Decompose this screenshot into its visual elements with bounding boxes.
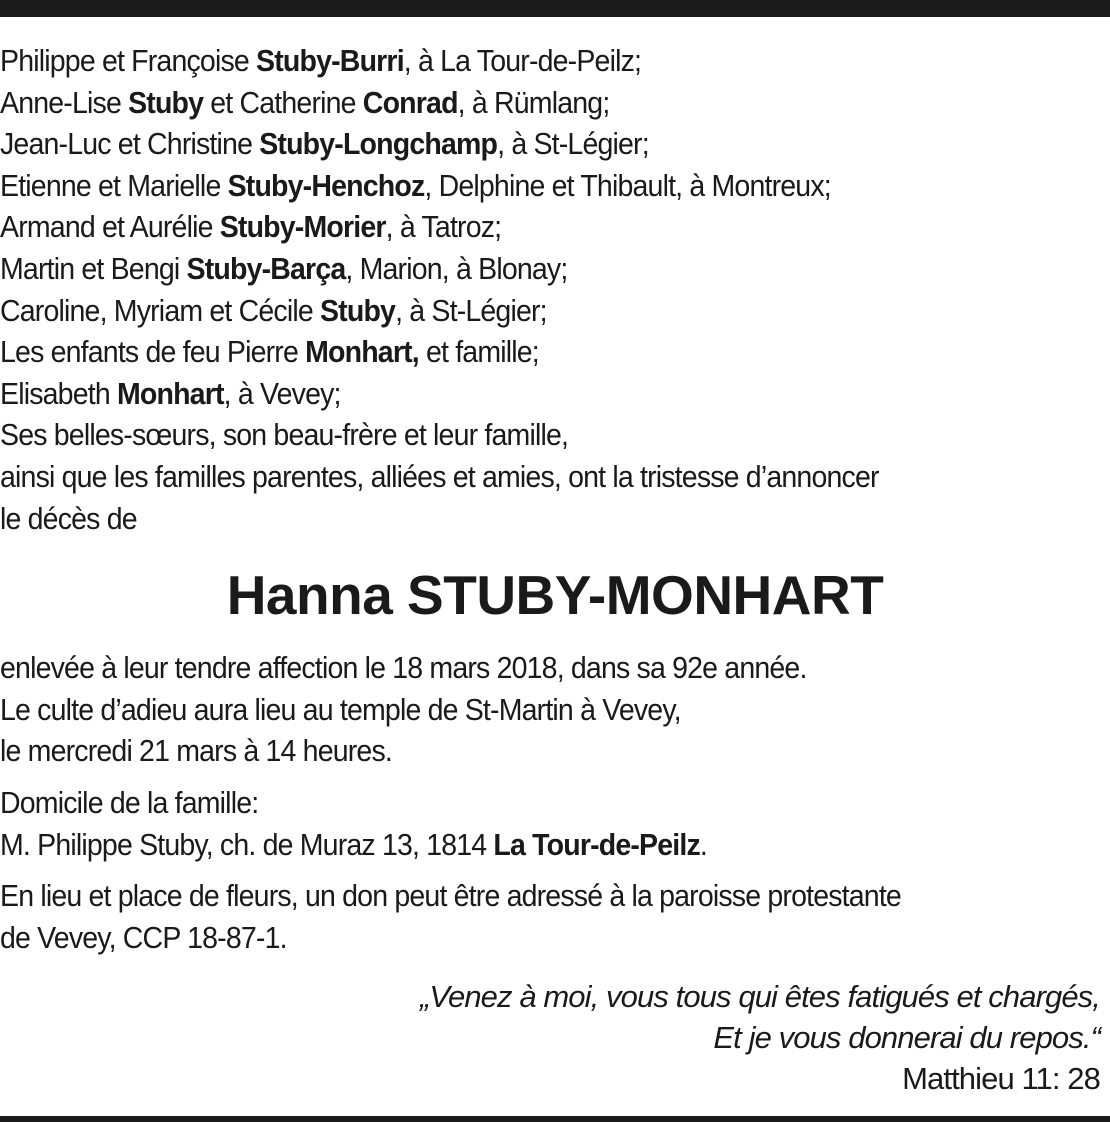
family-surname: Stuby-Henchoz: [227, 167, 425, 203]
family-surname: Stuby-Barça: [186, 250, 346, 286]
family-surname: Stuby: [128, 84, 204, 120]
family-line: Ses belles-sœurs, son beau-frère et leur famille,: [0, 417, 569, 453]
family-list: [0, 40, 1021, 539]
family-line: Elisabeth Monhart, à Vevey;: [0, 375, 341, 411]
quote-reference: Matthieu 11: 28: [902, 1061, 1100, 1096]
bottom-rule: [0, 1116, 1110, 1122]
announcement-line: le mercredi 21 mars à 14 heures.: [0, 733, 392, 769]
announcement-line: Le culte d’adieu aura lieu au temple de St-Martin à Vevey,: [0, 691, 681, 727]
family-line: Etienne et Marielle Stuby-Henchoz, Delphine et Thibault, à Montreux;: [0, 167, 831, 203]
domicile-address: M. Philippe Stuby, ch. de Muraz 13, 1814 La Tour-de-Peilz.: [0, 826, 708, 862]
domicile-town: La Tour-de-Peilz: [493, 826, 700, 862]
domicile-label: Domicile de la famille:: [0, 784, 259, 820]
family-surname: Stuby: [319, 292, 396, 328]
family-line: ainsi que les familles parentes, alliées et amies, ont la tristesse d’annoncer: [0, 458, 879, 494]
announcement-block: [0, 647, 1021, 772]
family-surname: Monhart: [116, 375, 224, 411]
family-surname: Conrad: [362, 84, 458, 120]
announcement-line: enlevée à leur tendre affection le 18 mars 2018, dans sa 92e année.: [0, 650, 807, 686]
family-surname: Stuby-Morier: [219, 209, 386, 245]
family-line: Anne-Lise Stuby et Catherine Conrad, à Rümlang;: [0, 84, 610, 120]
family-line: Martin et Bengi Stuby-Barça, Marion, à Blonay;: [0, 250, 568, 286]
family-line: Armand et Aurélie Stuby-Morier, à Tatroz;: [0, 209, 502, 245]
donation-line: de Vevey, CCP 18-87-1.: [0, 919, 287, 955]
family-line: Les enfants de feu Pierre Monhart, et famille;: [0, 334, 539, 370]
top-rule: [0, 0, 1110, 17]
deceased-name: Hanna STUBY-MONHART: [226, 564, 884, 627]
family-surname: Stuby-Longchamp: [259, 126, 498, 162]
donation-block: [0, 875, 1021, 958]
scripture-quote: [420, 976, 1100, 1099]
quote-line: „Venez à moi, vous tous qui êtes fatigués et chargés,: [419, 979, 1100, 1014]
family-line: Jean-Luc et Christine Stuby-Longchamp, à St-Légier;: [0, 126, 649, 162]
quote-line: Et je vous donnerai du repos.“: [713, 1020, 1100, 1055]
donation-line: En lieu et place de fleurs, un don peut être adressé à la paroisse protestante: [0, 878, 901, 914]
family-line: Philippe et Françoise Stuby-Burri, à La Tour-de-Peilz;: [0, 43, 642, 78]
domicile-block: [0, 782, 1021, 865]
family-line: Caroline, Myriam et Cécile Stuby, à St-Légier;: [0, 292, 547, 328]
obituary-notice: [0, 40, 1110, 958]
family-line: le décès de: [0, 500, 137, 536]
family-surname: Monhart,: [305, 334, 419, 370]
family-surname: Stuby-Burri: [256, 43, 404, 78]
